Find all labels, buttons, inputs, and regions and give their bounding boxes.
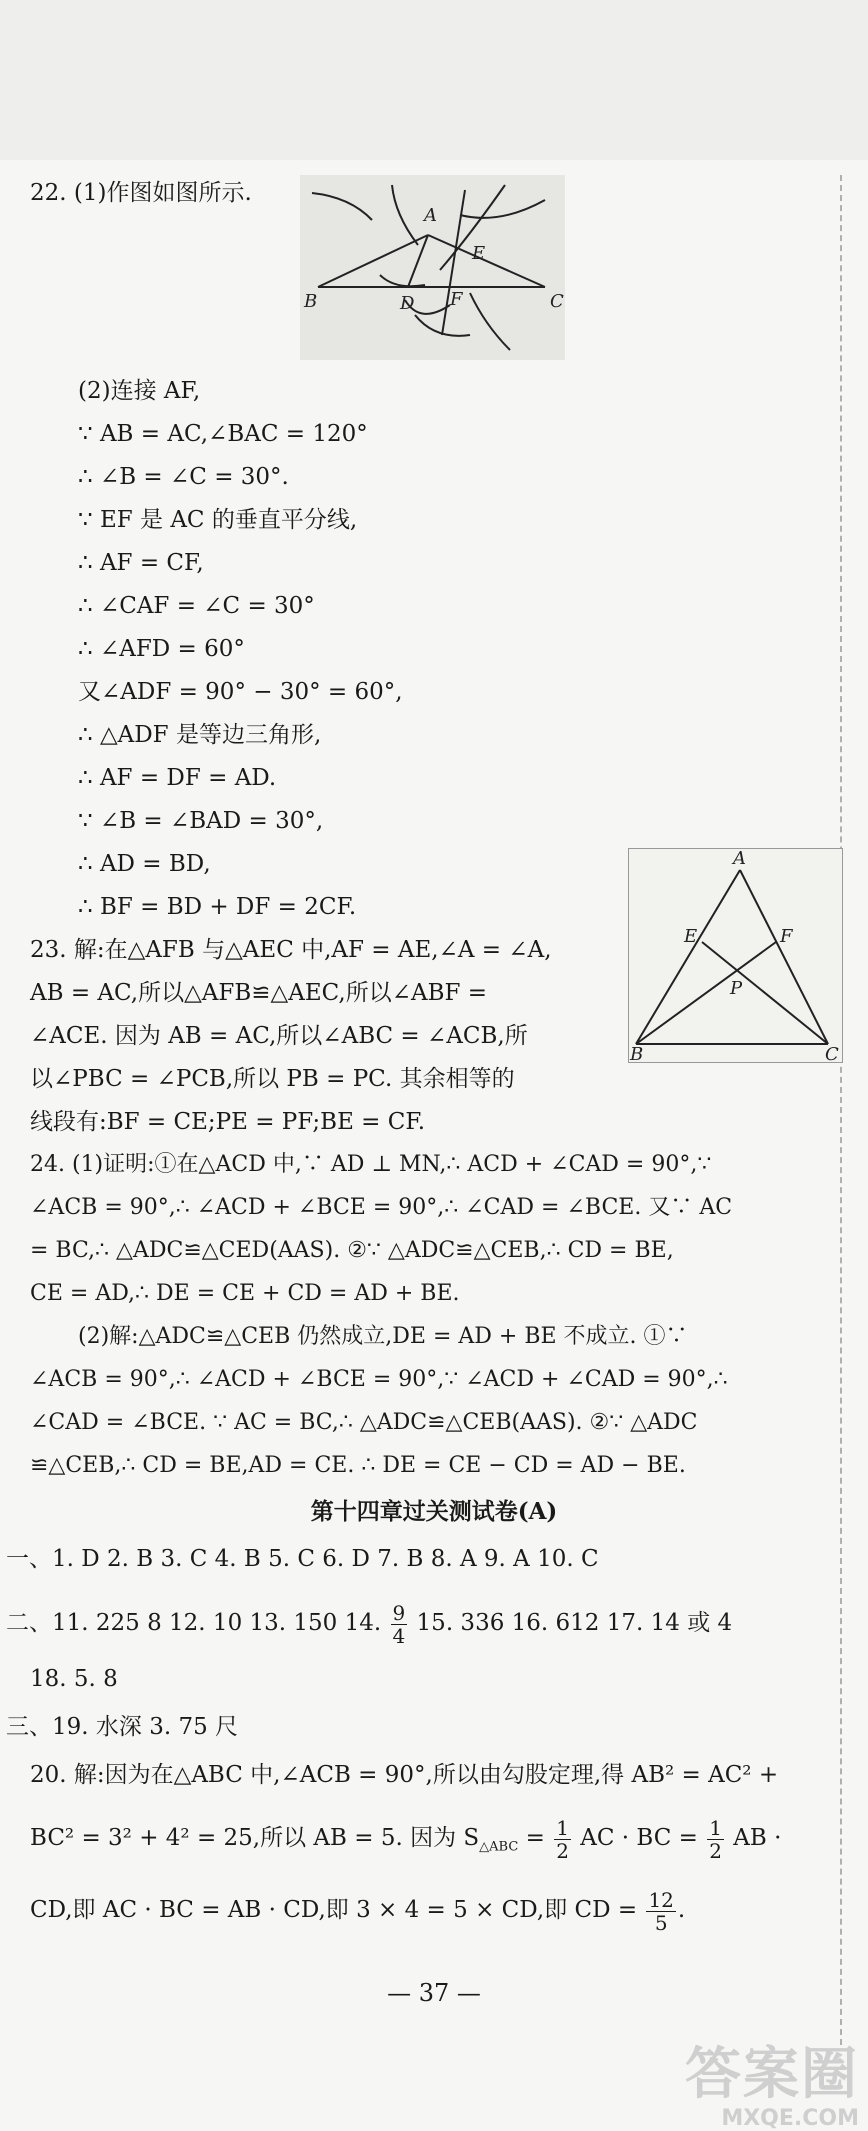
- label-f: F: [780, 926, 793, 947]
- fraction-one-half-2: $\frac{1}{2}$: [709, 1815, 722, 1863]
- q22-construction-figure: [300, 175, 565, 360]
- q20-subscript: △ABC: [479, 1839, 519, 1855]
- q20-line-3-pre: CD,即 AC · BC = AB · CD,即 3 × 4 = 5 × CD,即 CD =: [30, 1897, 638, 1923]
- section-1-answers: 一、1. D 2. B 3. C 4. B 5. C 6. D 7. B 8. A 9. A 10. C: [6, 1546, 599, 1572]
- q20-line-1: 20. 解:因为在△ABC 中,∠ACB = 90°,所以由勾股定理,得 AB² = AC² +: [30, 1762, 779, 1788]
- page-number: — 37 —: [387, 1979, 481, 2007]
- q20-line-3: CD,即 AC · BC = AB · CD,即 3 × 4 = 5 × CD,即 CD = $\frac{12}{5}$ .: [30, 1887, 686, 1935]
- q22-line-6: ∴ ∠CAF = ∠C = 30°: [78, 593, 315, 619]
- section-2-line-2: 18. 5. 8: [30, 1666, 118, 1692]
- q24-line-5: (2)解:△ADC≌△CEB 仍然成立,DE = AD + BE 不成立. ①∵: [78, 1324, 688, 1349]
- label-a: A: [733, 848, 746, 869]
- chapter-title: 第十四章过关测试卷(A): [310, 1498, 558, 1525]
- q23-line-3: ∠ACE. 因为 AB = AC,所以∠ABC = ∠ACB,所: [30, 1023, 528, 1049]
- q22-line-1: (2)连接 AF,: [78, 378, 201, 404]
- label-c: C: [550, 291, 564, 312]
- section-2-post: 15. 336 16. 612 17. 14 或 4: [416, 1610, 733, 1636]
- q20-line-2-mid: AC · BC =: [580, 1825, 706, 1851]
- watermark: [685, 2030, 859, 2131]
- q22-line-3: ∴ ∠B = ∠C = 30°.: [78, 464, 289, 490]
- q24-line-1: 24. (1)证明:①在△ACD 中,∵ AD ⊥ MN,∴ ACD + ∠CAD = 90°,∵: [30, 1152, 712, 1177]
- fraction-12-5: $\frac{12}{5}$: [648, 1887, 674, 1935]
- label-a: A: [424, 205, 437, 226]
- fraction-9-4: $\frac{9}{4}$: [392, 1600, 406, 1648]
- label-p: P: [730, 978, 743, 999]
- q22-line-12: ∴ AD = BD,: [78, 851, 211, 877]
- q20-line-2-pre: BC² = 3² + 4² = 25,所以 AB = 5. 因为 S: [30, 1825, 480, 1851]
- q24-line-7: ∠CAD = ∠BCE. ∵ AC = BC,∴ △ADC≌△CEB(AAS). ②∵ △ADC: [30, 1410, 698, 1435]
- q23-line-5: 线段有:BF = CE;PE = PF;BE = CF.: [30, 1109, 426, 1135]
- section-2-answers: [6, 1597, 732, 1649]
- q22-line-11: ∵ ∠B = ∠BAD = 30°,: [78, 808, 324, 834]
- q22-line-5: ∴ AF = CF,: [78, 550, 204, 576]
- q22-line-4: ∵ EF 是 AC 的垂直平分线,: [78, 507, 358, 533]
- watermark-logo: 答案圈: [685, 2042, 859, 2107]
- section-3-q19: 三、19. 水深 3. 75 尺: [6, 1714, 239, 1740]
- q22-line-7: ∴ ∠AFD = 60°: [78, 636, 245, 662]
- label-e: E: [684, 926, 698, 947]
- q24-line-4: CE = AD,∴ DE = CE + CD = AD + BE.: [30, 1281, 460, 1306]
- q20-line-2-post: AB ·: [733, 1825, 782, 1851]
- section-2-pre: 二、11. 225 8 12. 10 13. 150 14.: [6, 1610, 382, 1636]
- q24-line-8: ≌△CEB,∴ CD = BE,AD = CE. ∴ DE = CE − CD = AD − BE.: [30, 1453, 686, 1478]
- q23-line-4: 以∠PBC = ∠PCB,所以 PB = PC. 其余相等的: [30, 1066, 515, 1092]
- q22-line-2: ∵ AB = AC,∠BAC = 120°: [78, 421, 368, 447]
- top-margin: [0, 0, 868, 160]
- q24-line-2: ∠ACB = 90°,∴ ∠ACD + ∠BCE = 90°,∴ ∠CAD = ∠BCE. 又∵ AC: [30, 1195, 733, 1220]
- q20-line-2: BC² = 3² + 4² = 25,所以 AB = 5. 因为 $S_{\triangle ABC}$ = $\frac{1}{2}$ AC · BC = $\frac{1}{2}$ AB ·: [30, 1815, 782, 1863]
- label-d: D: [400, 293, 415, 314]
- q22-part1: 22. (1)作图如图所示.: [30, 180, 252, 206]
- label-e: E: [472, 243, 486, 264]
- label-b: B: [304, 291, 318, 312]
- q24-line-3: = BC,∴ △ADC≌△CED(AAS). ②∵ △ADC≌△CEB,∴ CD = BE,: [30, 1238, 674, 1263]
- q23-triangle-figure: [628, 848, 843, 1063]
- binding-dashed-line: [840, 175, 842, 2045]
- q22-line-13: ∴ BF = BD + DF = 2CF.: [78, 894, 357, 920]
- q24-line-6: ∠ACB = 90°,∴ ∠ACD + ∠BCE = 90°,∵ ∠ACD + ∠CAD = 90°,∴: [30, 1367, 728, 1392]
- q23-line-2: AB = AC,所以△AFB≌△AEC,所以∠ABF =: [30, 980, 488, 1006]
- q22-line-10: ∴ AF = DF = AD.: [78, 765, 277, 791]
- watermark-url: MXQE.COM: [721, 2106, 859, 2131]
- fraction-one-half-1: $\frac{1}{2}$: [556, 1815, 569, 1863]
- label-f: F: [450, 289, 463, 310]
- q23-line-1: 23. 解:在△AFB 与△AEC 中,AF = AE,∠A = ∠A,: [30, 937, 552, 963]
- q22-line-9: ∴ △ADF 是等边三角形,: [78, 722, 322, 748]
- label-b: B: [630, 1044, 644, 1063]
- label-c: C: [825, 1044, 839, 1063]
- q22-line-8: 又∠ADF = 90° − 30° = 60°,: [78, 679, 403, 705]
